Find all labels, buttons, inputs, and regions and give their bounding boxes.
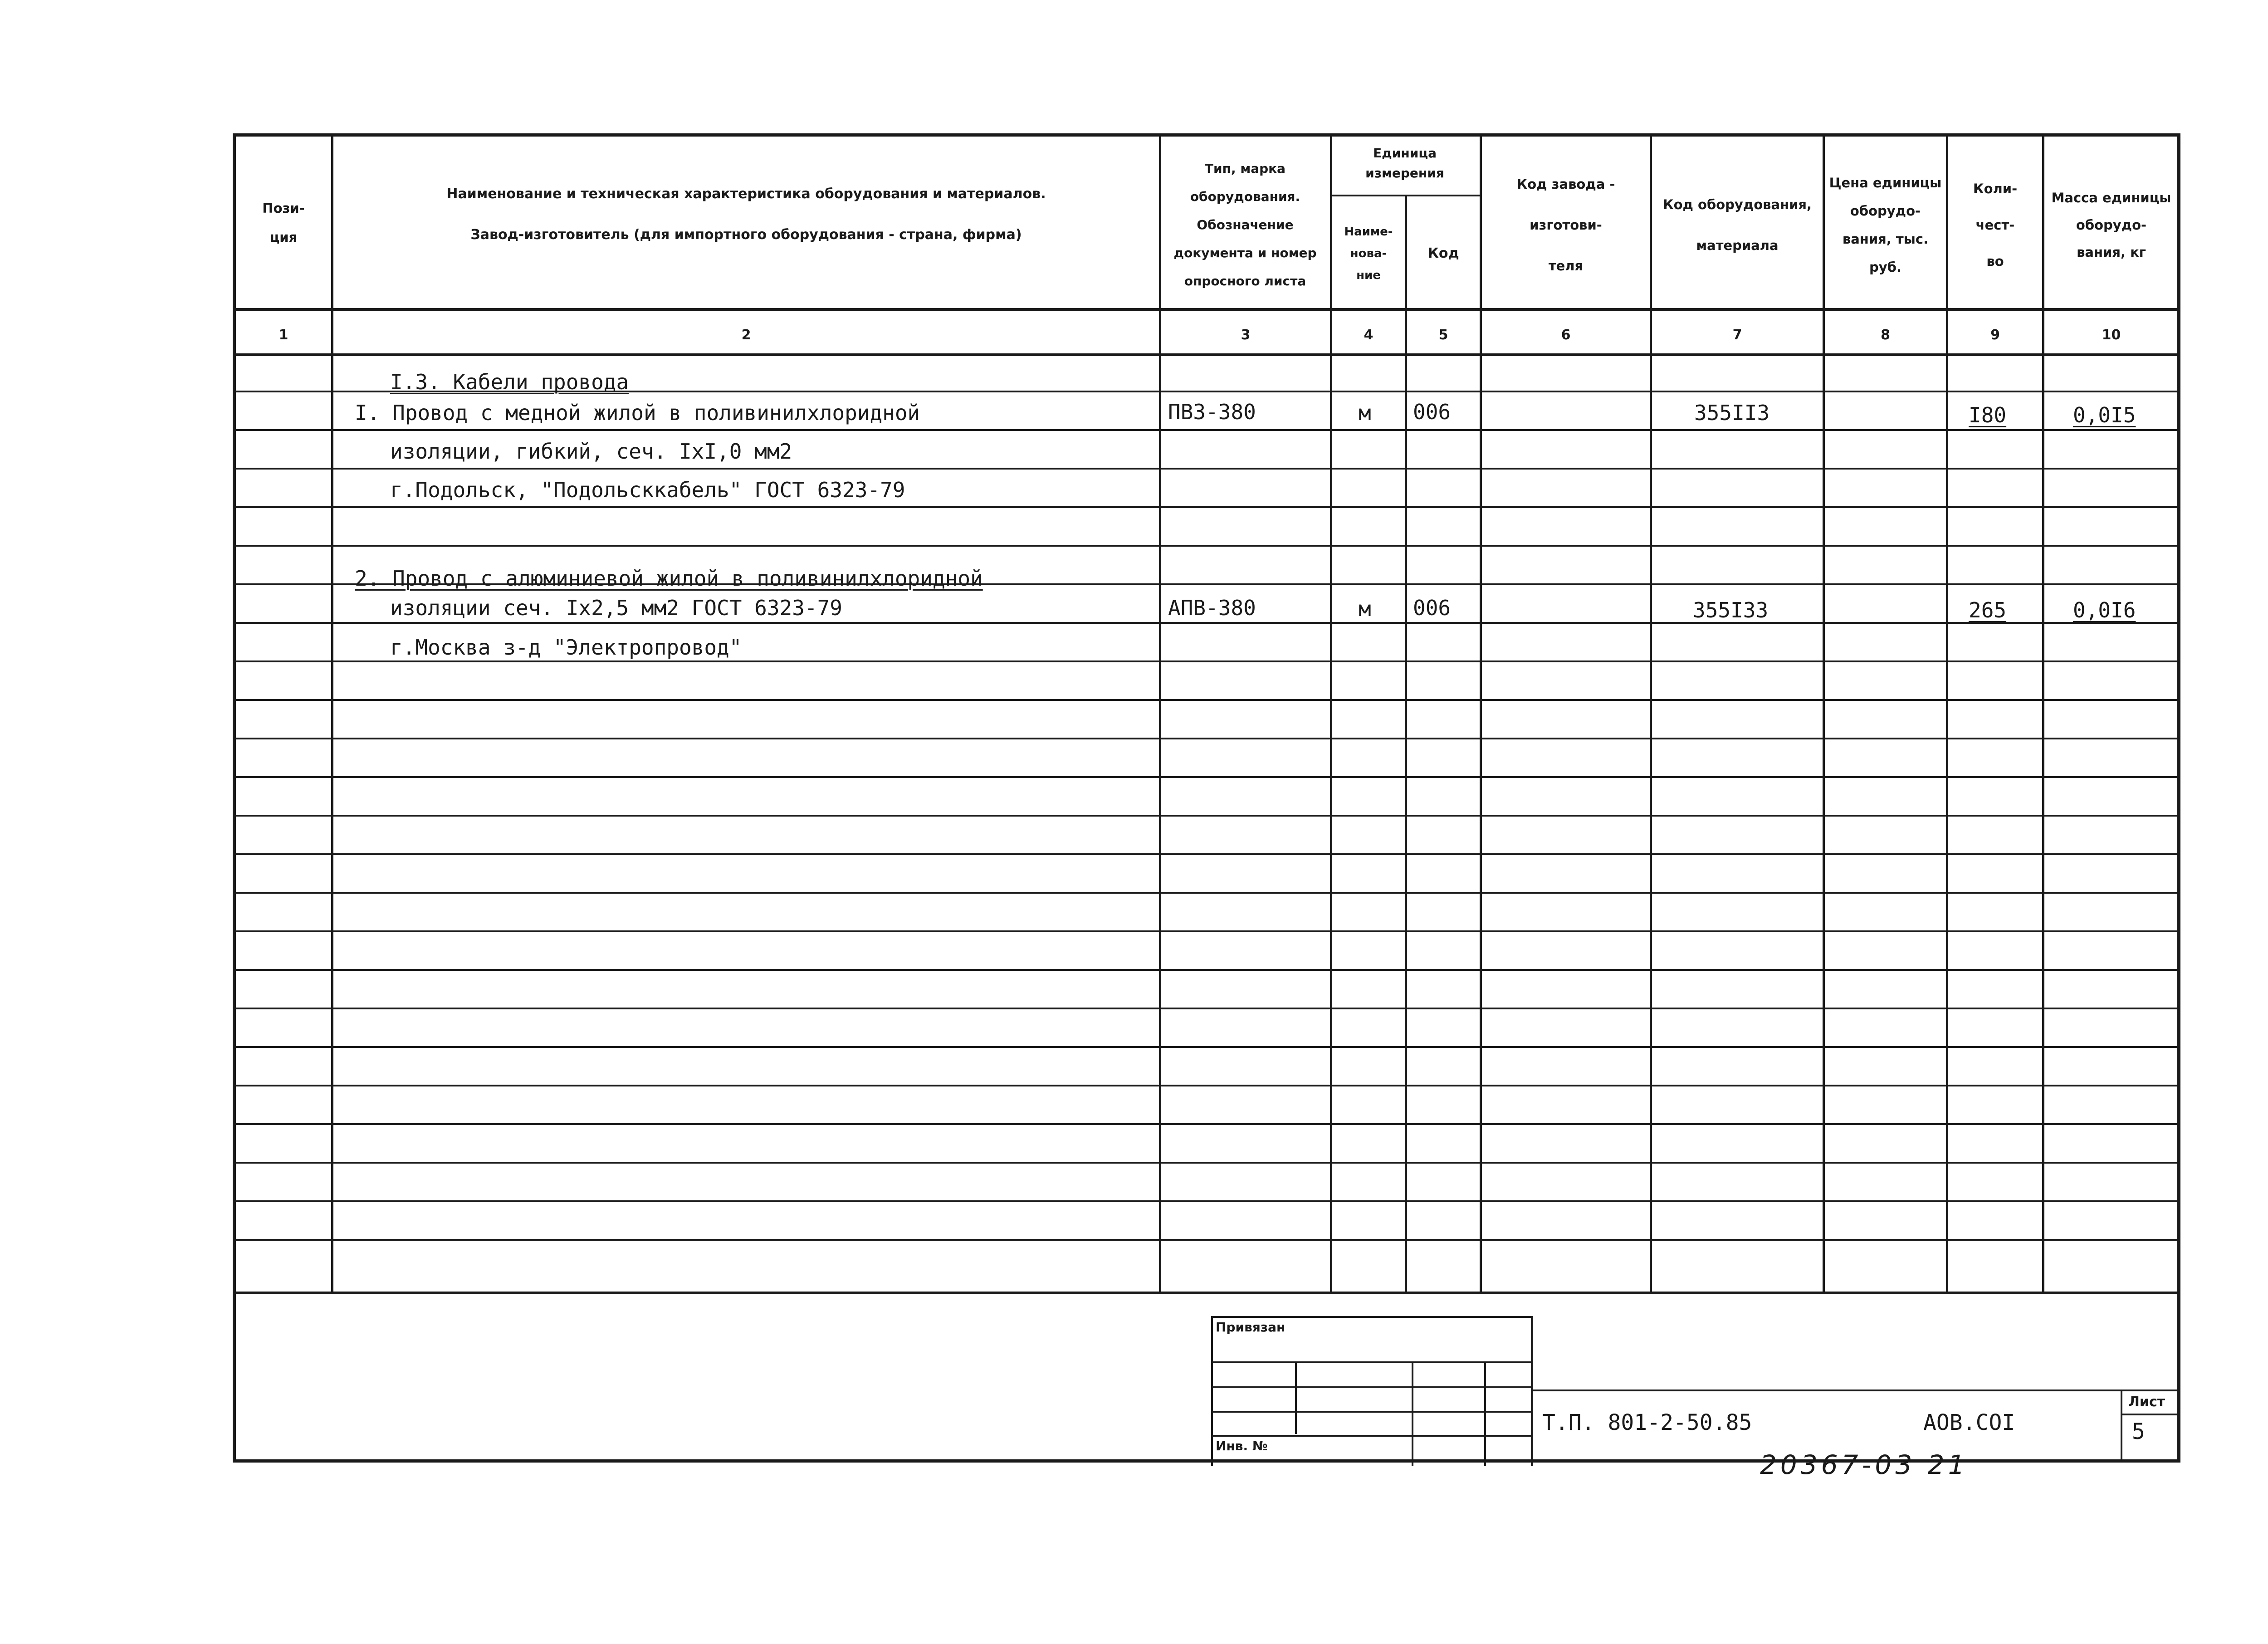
stamp-line — [1295, 1361, 1297, 1434]
header-unit-name: Наиме- нова- ние — [1344, 225, 1393, 282]
stamp-sheet-divider — [2121, 1414, 2180, 1415]
item2-unit: м — [1359, 597, 1371, 621]
header-divider — [236, 308, 2177, 311]
row-line — [236, 1239, 2177, 1241]
item2-type: АПВ-380 — [1168, 596, 1256, 620]
header-position: Пози- ция — [262, 201, 305, 245]
item2-equipment-code: 355I33 — [1693, 598, 1769, 622]
header-type: Тип, марка оборудования. Обозначение документа и номер опросного листа — [1173, 161, 1317, 289]
row-line — [236, 506, 2177, 508]
item1-unit: м — [1359, 401, 1371, 425]
item2-mass: 0,0I6 — [2073, 598, 2136, 622]
col-num-6: 6 — [1561, 327, 1571, 343]
item1-line1: I. Провод с медной жилой в поливинилхлоридной — [355, 401, 920, 425]
item2-unit-code: 006 — [1413, 596, 1451, 620]
stamp-line — [1412, 1361, 1413, 1466]
stamp-doc-line — [1531, 1390, 2180, 1391]
table-bottom-line — [236, 1292, 2177, 1294]
row-line — [236, 1008, 2177, 1009]
stamp-line — [1211, 1435, 1532, 1437]
col-num-7: 7 — [1732, 327, 1742, 343]
header-name-line2: Завод-изготовитель (для импортного оборудования - страна, фирма) — [470, 227, 1022, 243]
row-line — [236, 1046, 2177, 1048]
row-line — [236, 930, 2177, 932]
row-line — [236, 1123, 2177, 1125]
row-line — [236, 776, 2177, 778]
row-line — [236, 661, 2177, 662]
row-line — [236, 1085, 2177, 1086]
row-line — [236, 468, 2177, 470]
col-num-4: 4 — [1364, 327, 1374, 343]
header-name-line1: Наименование и техническая характеристика оборудования и материалов. — [446, 186, 1046, 202]
item1-mass: 0,0I5 — [2073, 403, 2136, 427]
header-unit-group: Единица измерения — [1365, 146, 1444, 181]
row-line — [236, 1200, 2177, 1202]
stamp-box-top — [1211, 1316, 1532, 1318]
item1-unit-code: 006 — [1413, 400, 1451, 424]
col-num-10: 10 — [2102, 327, 2121, 343]
row-line — [236, 853, 2177, 855]
item1-equipment-code: 355II3 — [1694, 401, 1770, 425]
header-qty: Коли- чест- во — [1973, 181, 2018, 269]
unit-sub-divider — [1330, 195, 1482, 196]
row-line — [236, 815, 2177, 817]
row-line — [236, 969, 2177, 971]
header-unit-code: Код — [1427, 245, 1459, 261]
col-divider — [1405, 195, 1407, 1293]
item2-line2: изоляции сеч. Ix2,5 мм2 ГОСТ 6323-79 — [390, 596, 842, 620]
stamp-sheet-left — [2121, 1390, 2122, 1462]
stamp-line — [1211, 1411, 1532, 1413]
stamp-line — [1211, 1386, 1532, 1388]
col-num-3: 3 — [1241, 327, 1251, 343]
item2-line1: 2. Провод с алюминиевой жилой в поливинилхлоридной — [355, 566, 983, 591]
row-line — [236, 622, 2177, 624]
stamp-doc-code: АОВ.СОI — [1923, 1410, 2015, 1435]
archive-number: 20367-03 21 — [1760, 1449, 1969, 1480]
stamp-privyazan: Привязан — [1216, 1320, 1286, 1335]
col-num-1: 1 — [279, 327, 288, 343]
row-line — [236, 545, 2177, 547]
stamp-doc-number: Т.П. 801-2-50.85 — [1542, 1410, 1752, 1435]
header-equipment-code: Код оборудования, материала — [1662, 197, 1812, 253]
row-line — [236, 1162, 2177, 1164]
item1-qty: I80 — [1969, 403, 2007, 427]
section-title: I.3. Кабели провода — [390, 370, 629, 394]
row-line — [236, 738, 2177, 739]
stamp-sheet-number: 5 — [2132, 1419, 2145, 1444]
col-num-2: 2 — [741, 327, 751, 343]
row-line — [236, 892, 2177, 894]
item1-type: ПВЗ-380 — [1168, 400, 1256, 424]
item2-line3: г.Москва з-д "Электропровод" — [390, 635, 742, 660]
stamp-inv-no: Инв. № — [1216, 1438, 1268, 1453]
stamp-sheet-label: Лист — [2128, 1394, 2165, 1410]
item1-line2: изоляции, гибкий, сеч. IxI,0 мм2 — [390, 439, 792, 464]
document-frame — [233, 133, 2180, 1463]
col-num-5: 5 — [1438, 327, 1448, 343]
header-mass: Масса единицы оборудо- вания, кг — [2051, 190, 2171, 260]
item1-line3: г.Подольск, "Подольсккабель" ГОСТ 6323-79 — [390, 478, 905, 502]
stamp-line — [1484, 1361, 1486, 1466]
row-line — [236, 429, 2177, 431]
col-num-8: 8 — [1881, 327, 1890, 343]
stamp-box-left — [1211, 1316, 1213, 1466]
col-num-9: 9 — [1990, 327, 2000, 343]
row-line — [236, 699, 2177, 701]
item2-qty: 265 — [1969, 598, 2007, 622]
header-factory-code: Код завода - изготови- теля — [1516, 176, 1615, 274]
stamp-line — [1211, 1361, 1532, 1363]
header-price: Цена единицы оборудо- вания, тыс. руб. — [1829, 175, 1942, 275]
